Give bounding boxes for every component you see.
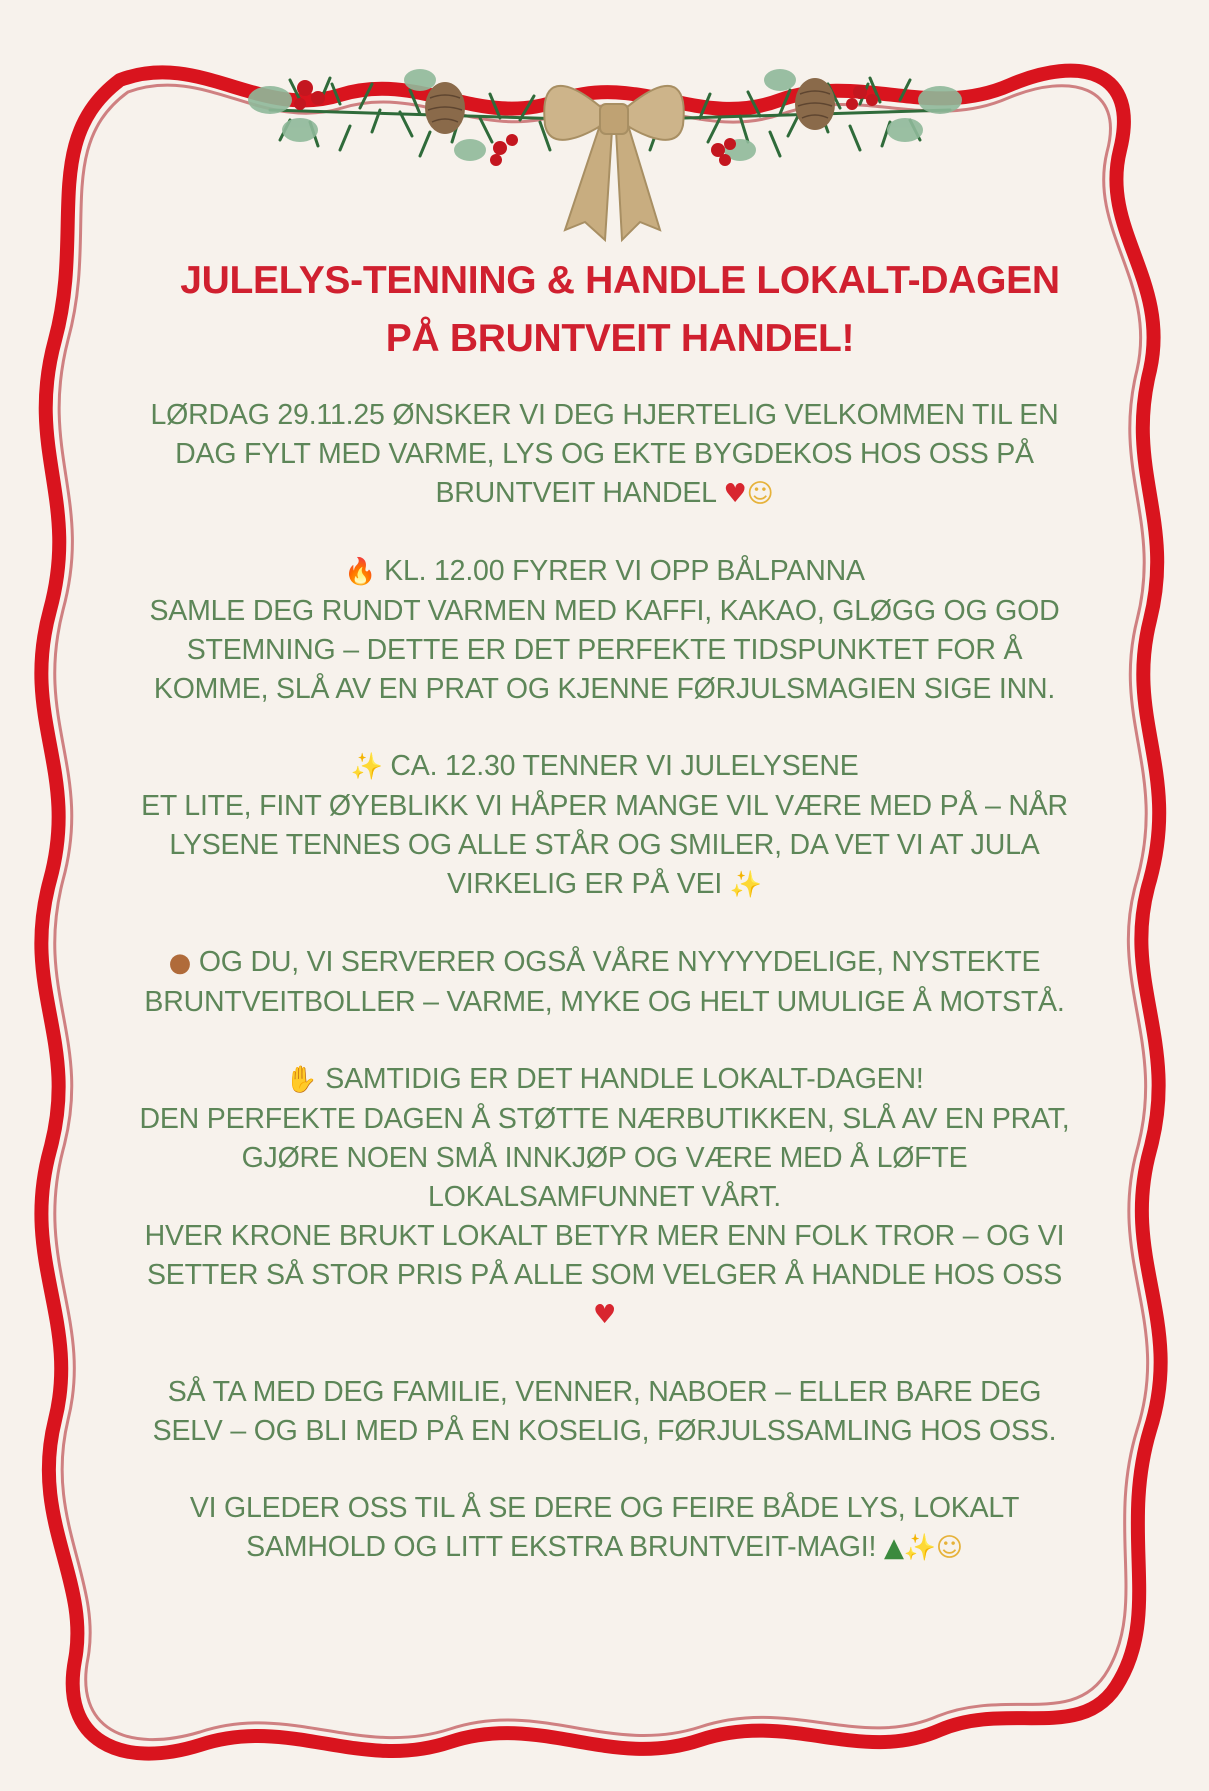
local-line-3: LOKALSAMFUNNET VÅRT. <box>428 1181 781 1213</box>
buns-line-2: BRUNTVEITBOLLER – VARME, MYKE OG HELT UMULIGE Å MOTSTÅ. <box>144 986 1065 1018</box>
smiling-hearts-emoji: ☺ <box>935 1533 963 1563</box>
heart-emoji: ♥ <box>592 1300 617 1330</box>
fire-line-1: SAMLE DEG RUNDT VARMEN MED KAFFI, KAKAO, GLØGG OG GOD <box>149 595 1060 627</box>
local-line-2: GJØRE NOEN SMÅ INNKJØP OG VÆRE MED Å LØFTE <box>241 1142 968 1174</box>
sparkles-emoji: ✨ <box>350 752 383 782</box>
lights-line-1: ET LITE, FINT ØYEBLIKK VI HÅPER MANGE VIL VÆRE MED PÅ – NÅR <box>141 790 1068 822</box>
local-line-5: SETTER SÅ STOR PRIS PÅ ALLE SOM VELGER Å HANDLE HOS OSS <box>147 1259 1062 1291</box>
local-heart <box>100 1295 1109 1335</box>
handshake-emoji: ✋ <box>285 1065 318 1095</box>
fire-line-2: STEMNING – DETTE ER DET PERFEKTE TIDSPUNKTET FOR Å <box>186 634 1023 666</box>
santa-emoji: ☺ <box>746 479 774 509</box>
invite-line-1: SÅ TA MED DEG FAMILIE, VENNER, NABOER – ELLER BARE DEG <box>167 1376 1042 1408</box>
local-line-4: HVER KRONE BRUKT LOKALT BETYR MER ENN FOLK TROR – OG VI <box>144 1220 1065 1252</box>
closing-line-2-text: SAMHOLD OG LITT EKSTRA BRUNTVEIT-MAGI! <box>246 1531 877 1563</box>
buns-line-1 <box>100 943 1109 983</box>
bow-icon <box>544 86 683 240</box>
heart-emoji: ♥ <box>723 479 747 509</box>
title-line-1: JULELYS-TENNING & HANDLE LOKALT-DAGEN <box>180 259 1060 302</box>
fire-heading-text: KL. 12.00 FYRER VI OPP BÅLPANNA <box>384 555 865 587</box>
body-text <box>100 396 1109 1568</box>
intro-line-3-text: BRUNTVEIT HANDEL <box>435 477 716 509</box>
lights-heading <box>100 747 1109 787</box>
fire-emoji: 🔥 <box>344 557 377 587</box>
sparkles-emoji: ✨ <box>729 870 763 900</box>
invite-line-2: SELV – OG BLI MED PÅ EN KOSELIG, FØRJULSSAMLING HOS OSS. <box>152 1415 1057 1447</box>
sparkles-emoji: ✨ <box>903 1533 936 1563</box>
lights-line-3-text: VIRKELIG ER PÅ VEI <box>446 868 723 900</box>
christmas-tree-emoji: ▲ <box>883 1533 904 1563</box>
closing-line-1: VI GLEDER OSS TIL Å SE DERE OG FEIRE BÅDE LYS, LOKALT <box>189 1492 1020 1524</box>
intro-line-3 <box>100 474 1109 514</box>
title-line-2: PÅ BRUNTVEIT HANDEL! <box>385 317 855 360</box>
lights-line-2: LYSENE TENNES OG ALLE STÅR OG SMILER, DA VET VI AT JULA <box>169 829 1040 861</box>
lights-heading-text: CA. 12.30 TENNER VI JULELYSENE <box>390 750 859 782</box>
buns-line-1-text: OG DU, VI SERVERER OGSÅ VÅRE NYYYYDELIGE, NYSTEKTE <box>198 946 1041 978</box>
closing-line-2 <box>100 1528 1109 1568</box>
fire-heading <box>100 552 1109 592</box>
bun-emoji: ● <box>168 948 192 978</box>
page-title <box>130 252 1110 368</box>
lights-line-3 <box>100 865 1109 905</box>
fire-line-3: KOMME, SLÅ AV EN PRAT OG KJENNE FØRJULSMAGIEN SIGE INN. <box>153 673 1056 705</box>
local-line-1: DEN PERFEKTE DAGEN Å STØTTE NÆRBUTIKKEN, SLÅ AV EN PRAT, <box>139 1103 1070 1135</box>
intro-line-1: LØRDAG 29.11.25 ØNSKER VI DEG HJERTELIG VELKOMMEN TIL EN <box>150 399 1059 431</box>
intro-line-2: DAG FYLT MED VARME, LYS OG EKTE BYGDEKOS HOS OSS PÅ <box>175 438 1034 470</box>
local-heading <box>100 1060 1109 1100</box>
local-heading-text: SAMTIDIG ER DET HANDLE LOKALT-DAGEN! <box>325 1063 924 1095</box>
garland-icon <box>0 0 1209 260</box>
